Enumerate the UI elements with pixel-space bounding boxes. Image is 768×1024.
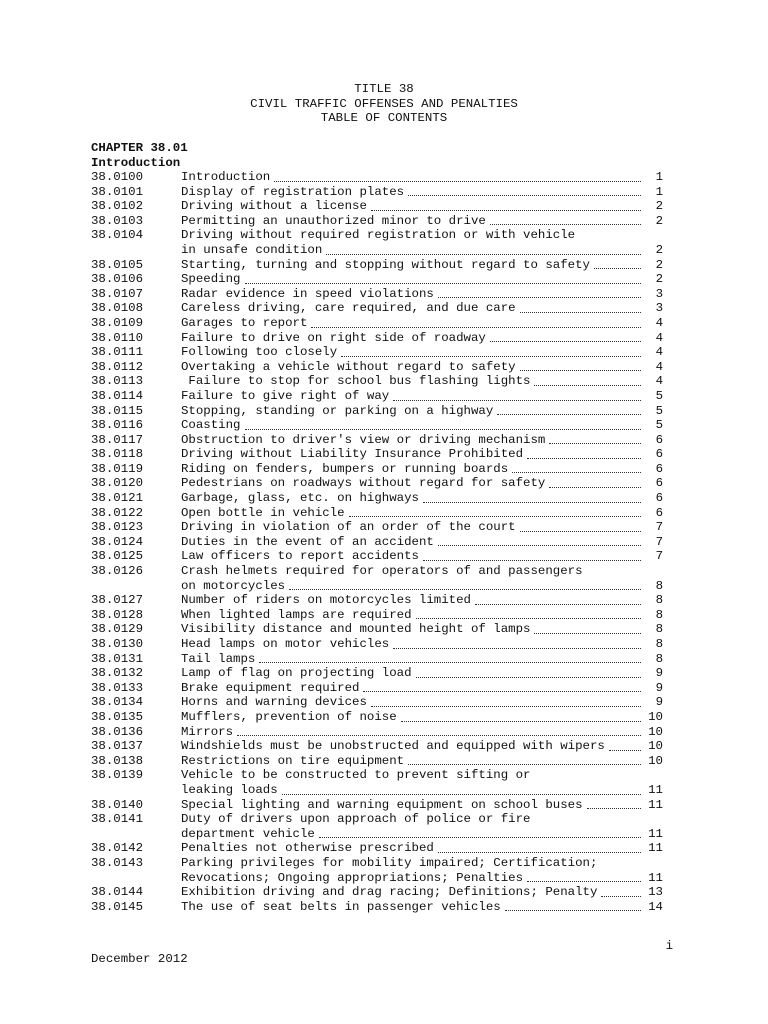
document-subtitle: CIVIL TRAFFIC OFFENSES AND PENALTIES — [250, 96, 518, 111]
toc-entry-line — [91, 301, 663, 316]
toc-entry-line — [91, 681, 663, 696]
toc-entry — [91, 520, 663, 535]
section-number: 38.0117 — [91, 432, 144, 447]
toc-entry-line — [91, 666, 663, 681]
toc-entry-line — [91, 754, 663, 769]
toc-entry-line — [91, 798, 663, 813]
section-title: Parking privileges for mobility impaired; Certification; — [181, 855, 598, 870]
section-title: Mirrors — [181, 724, 234, 739]
section-page-number: 8 — [655, 607, 663, 622]
dot-leader — [601, 896, 641, 897]
toc-entry — [91, 900, 663, 915]
dot-leader — [549, 487, 641, 488]
section-title: Garbage, glass, etc. on highways — [181, 491, 419, 506]
toc-entry-line — [91, 856, 663, 871]
toc-entry-line — [91, 506, 663, 521]
dot-leader — [609, 750, 641, 751]
toc-entry — [91, 331, 663, 346]
dot-leader — [527, 881, 641, 882]
section-title: Failure to drive on right side of roadway — [181, 330, 486, 345]
toc-entry-line — [91, 564, 663, 579]
section-page-number: 10 — [648, 724, 663, 739]
toc-entry — [91, 404, 663, 419]
section-title: Pedestrians on roadways without regard for safety — [181, 476, 546, 491]
toc-entry — [91, 608, 663, 623]
toc-entry-line — [91, 885, 663, 900]
toc-entry — [91, 710, 663, 725]
toc-entry — [91, 841, 663, 856]
toc-entry — [91, 272, 663, 287]
section-number: 38.0145 — [91, 899, 144, 914]
toc-entry-line — [91, 433, 663, 448]
toc-entry — [91, 316, 663, 331]
toc-entry-line — [91, 199, 663, 214]
dot-leader — [393, 648, 641, 649]
dot-leader — [274, 181, 641, 182]
section-page-number: 1 — [655, 184, 663, 199]
section-page-number: 4 — [655, 345, 663, 360]
section-number: 38.0115 — [91, 403, 144, 418]
dot-leader — [497, 414, 641, 415]
toc-entry — [91, 564, 663, 593]
toc-entry — [91, 695, 663, 710]
toc-entry-line — [91, 447, 663, 462]
section-title: Special lighting and warning equipment on school buses — [181, 797, 583, 812]
section-title: Introduction — [181, 170, 271, 184]
section-title: Duty of drivers upon approach of police or fire — [181, 812, 531, 827]
toc-entry — [91, 301, 663, 316]
section-title: The use of seat belts in passenger vehicles — [181, 899, 501, 914]
section-page-number: 9 — [655, 680, 663, 695]
section-number: 38.0125 — [91, 549, 144, 564]
toc-entry-line — [91, 841, 663, 856]
section-title: Stopping, standing or parking on a highway — [181, 403, 494, 418]
section-number: 38.0116 — [91, 418, 144, 433]
dot-leader — [401, 721, 641, 722]
toc-entry — [91, 593, 663, 608]
section-page-number: 5 — [655, 403, 663, 418]
toc-entry-line — [91, 783, 663, 798]
chapter-name: Introduction — [91, 155, 181, 170]
section-title: Mufflers, prevention of noise — [181, 709, 397, 724]
toc-entry — [91, 389, 663, 404]
dot-leader — [490, 224, 641, 225]
dot-leader — [259, 662, 641, 663]
dot-leader — [475, 604, 641, 605]
section-page-number: 3 — [655, 301, 663, 316]
section-number: 38.0127 — [91, 593, 144, 608]
toc-entry — [91, 739, 663, 754]
section-title: Coasting — [181, 418, 241, 433]
toc-entry-line — [91, 374, 663, 389]
toc-entry — [91, 476, 663, 491]
section-number: 38.0122 — [91, 505, 144, 520]
section-title: Duties in the event of an accident — [181, 534, 434, 549]
section-title: Exhibition driving and drag racing; Definitions; Penalty — [181, 885, 598, 900]
toc-entry-line — [91, 535, 663, 550]
section-page-number: 6 — [655, 447, 663, 462]
toc-entry — [91, 199, 663, 214]
toc-entry-line — [91, 579, 663, 594]
dot-leader — [245, 283, 642, 284]
section-title: Overtaking a vehicle without regard to safety — [181, 359, 516, 374]
section-title: When lighted lamps are required — [181, 607, 412, 622]
toc-entry-line — [91, 214, 663, 229]
toc-entry-line — [91, 272, 663, 287]
section-title: Obstruction to driver's view or driving mechanism — [181, 432, 546, 447]
section-page-number: 9 — [655, 666, 663, 681]
toc-entry-line — [91, 462, 663, 477]
section-page-number: 13 — [648, 885, 663, 900]
title-block — [0, 82, 768, 126]
section-title: Speeding — [181, 272, 241, 287]
toc-entry-line — [91, 622, 663, 637]
section-title: in unsafe condition — [181, 242, 323, 257]
section-number: 38.0129 — [91, 622, 144, 637]
toc-entry-line — [91, 345, 663, 360]
chapter-number: CHAPTER 38.01 — [91, 141, 188, 155]
section-number: 38.0143 — [91, 855, 144, 870]
toc-entry — [91, 185, 663, 200]
section-title: Revocations; Ongoing appropriations; Penalties — [181, 870, 524, 885]
toc-entry-line — [91, 360, 663, 375]
section-page-number: 6 — [655, 432, 663, 447]
section-number: 38.0107 — [91, 286, 144, 301]
section-number: 38.0104 — [91, 228, 144, 243]
toc-entry — [91, 360, 663, 375]
section-page-number: 10 — [648, 753, 663, 768]
dot-leader — [423, 502, 641, 503]
toc-entry — [91, 681, 663, 696]
toc-entry — [91, 287, 663, 302]
toc-entry — [91, 798, 663, 813]
section-title: Following too closely — [181, 345, 338, 360]
dot-leader — [416, 677, 641, 678]
section-title: Starting, turning and stopping without regard to safety — [181, 257, 590, 272]
section-title: Garages to report — [181, 315, 308, 330]
section-number: 38.0110 — [91, 330, 144, 345]
toc-entry-line — [91, 725, 663, 740]
toc-entry-line — [91, 871, 663, 886]
section-page-number: 2 — [655, 257, 663, 272]
section-number: 38.0133 — [91, 680, 144, 695]
toc-entry — [91, 345, 663, 360]
section-number: 38.0121 — [91, 491, 144, 506]
section-title: Restrictions on tire equipment — [181, 753, 405, 768]
toc-list — [91, 170, 663, 914]
section-title: Radar evidence in speed violations — [181, 286, 434, 301]
section-title: Horns and warning devices — [181, 695, 367, 710]
toc-entry-line — [91, 608, 663, 623]
toc-entry — [91, 637, 663, 652]
section-number: 38.0111 — [91, 345, 144, 360]
toc-entry-line — [91, 404, 663, 419]
section-title: Law officers to report accidents — [181, 549, 419, 564]
section-page-number: 2 — [655, 272, 663, 287]
toc-entry-line — [91, 652, 663, 667]
dot-leader — [363, 691, 641, 692]
section-number: 38.0142 — [91, 841, 144, 856]
toc-entry-line — [91, 593, 663, 608]
section-title: Lamp of flag on projecting load — [181, 666, 412, 681]
toc-entry — [91, 228, 663, 257]
section-page-number: 11 — [648, 826, 663, 841]
toc-entry-line — [91, 812, 663, 827]
dot-leader — [282, 794, 641, 795]
section-title: Open bottle in vehicle — [181, 505, 345, 520]
toc-entry-line — [91, 520, 663, 535]
section-page-number: 1 — [655, 170, 663, 184]
section-number: 38.0112 — [91, 359, 144, 374]
toc-entry — [91, 622, 663, 637]
toc-entry — [91, 812, 663, 841]
section-page-number: 8 — [655, 622, 663, 637]
section-number: 38.0134 — [91, 695, 144, 710]
toc-entry — [91, 768, 663, 797]
dot-leader — [289, 589, 641, 590]
section-number: 38.0140 — [91, 797, 144, 812]
dot-leader — [438, 852, 641, 853]
toc-heading: TABLE OF CONTENTS — [320, 111, 448, 126]
toc-entry-line — [91, 739, 663, 754]
section-title: Penalties not otherwise prescribed — [181, 841, 434, 856]
section-page-number: 11 — [648, 797, 663, 812]
section-page-number: 11 — [648, 870, 663, 885]
section-number: 38.0139 — [91, 768, 144, 783]
dot-leader — [326, 254, 641, 255]
section-page-number: 3 — [655, 286, 663, 301]
toc-entry — [91, 374, 663, 389]
section-number: 38.0123 — [91, 520, 144, 535]
section-number: 38.0119 — [91, 461, 144, 476]
toc-entry-line — [91, 331, 663, 346]
section-number: 38.0137 — [91, 739, 144, 754]
toc-entry — [91, 506, 663, 521]
section-number: 38.0136 — [91, 724, 144, 739]
dot-leader — [534, 633, 641, 634]
section-page-number: 5 — [655, 418, 663, 433]
section-page-number: 10 — [648, 739, 663, 754]
toc-entry — [91, 725, 663, 740]
section-title: Failure to give right of way — [181, 388, 390, 403]
section-page-number: 4 — [655, 315, 663, 330]
toc-entry-line — [91, 768, 663, 783]
section-page-number: 6 — [655, 476, 663, 491]
dot-leader — [371, 706, 641, 707]
section-number: 38.0103 — [91, 213, 144, 228]
page-number: i — [665, 939, 673, 953]
dot-leader — [520, 370, 641, 371]
section-number: 38.0144 — [91, 885, 144, 900]
section-page-number: 6 — [655, 491, 663, 506]
toc-entry — [91, 214, 663, 229]
toc-entry-line — [91, 316, 663, 331]
dot-leader — [534, 385, 641, 386]
section-page-number: 8 — [655, 593, 663, 608]
toc-entry — [91, 447, 663, 462]
section-number: 38.0132 — [91, 666, 144, 681]
toc-entry — [91, 666, 663, 681]
section-title: Display of registration plates — [181, 184, 405, 199]
section-number: 38.0106 — [91, 272, 144, 287]
section-page-number: 7 — [655, 549, 663, 564]
section-page-number: 8 — [655, 651, 663, 666]
section-title: Brake equipment required — [181, 680, 360, 695]
chapter-heading — [91, 141, 188, 170]
dot-leader — [319, 837, 641, 838]
section-title: Careless driving, care required, and due care — [181, 301, 516, 316]
toc-entry-line — [91, 710, 663, 725]
section-page-number: 4 — [655, 374, 663, 389]
dot-leader — [549, 443, 641, 444]
dot-leader — [520, 531, 641, 532]
toc-entry — [91, 418, 663, 433]
section-title: Permitting an unauthorized minor to drive — [181, 213, 486, 228]
toc-entry-line — [91, 491, 663, 506]
section-page-number: 11 — [648, 782, 663, 797]
dot-leader — [505, 910, 641, 911]
toc-entry — [91, 535, 663, 550]
section-page-number: 8 — [655, 578, 663, 593]
dot-leader — [371, 210, 641, 211]
section-number: 38.0118 — [91, 447, 144, 462]
section-title: department vehicle — [181, 826, 315, 841]
section-page-number: 7 — [655, 534, 663, 549]
section-number: 38.0131 — [91, 651, 144, 666]
toc-entry-line — [91, 170, 663, 185]
section-title: leaking loads — [181, 782, 278, 797]
section-title: Head lamps on motor vehicles — [181, 637, 390, 651]
toc-entry-line — [91, 549, 663, 564]
section-title: Tail lamps — [181, 651, 256, 666]
section-number: 38.0102 — [91, 199, 144, 214]
section-page-number: 7 — [655, 520, 663, 535]
dot-leader — [438, 297, 641, 298]
section-title: Vehicle to be constructed to prevent sifting or — [181, 768, 531, 783]
section-page-number: 6 — [655, 461, 663, 476]
section-number: 38.0135 — [91, 709, 144, 724]
dot-leader — [245, 429, 642, 430]
toc-entry — [91, 491, 663, 506]
toc-entry-line — [91, 418, 663, 433]
section-page-number: 11 — [648, 841, 663, 856]
section-page-number: 4 — [655, 330, 663, 345]
toc-entry — [91, 170, 663, 185]
toc-entry-line — [91, 476, 663, 491]
section-page-number: 6 — [655, 505, 663, 520]
section-page-number: 5 — [655, 388, 663, 403]
section-title: Riding on fenders, bumpers or running boards — [181, 461, 509, 476]
document-title: TITLE 38 — [354, 82, 414, 96]
section-page-number: 2 — [655, 213, 663, 228]
section-title: Driving without a license — [181, 199, 367, 214]
section-title: Driving without Liability Insurance Prohibited — [181, 447, 524, 462]
dot-leader — [393, 400, 641, 401]
section-number: 38.0100 — [91, 170, 144, 184]
section-title: Crash helmets required for operators of and passengers — [181, 564, 583, 579]
section-title: Driving without required registration or with vehicle — [181, 228, 576, 243]
dot-leader — [512, 472, 641, 473]
section-number: 38.0109 — [91, 315, 144, 330]
section-number: 38.0114 — [91, 388, 144, 403]
dot-leader — [423, 560, 641, 561]
toc-entry — [91, 258, 663, 273]
toc-entry — [91, 433, 663, 448]
dot-leader — [490, 341, 641, 342]
section-number: 38.0113 — [91, 374, 144, 389]
section-number: 38.0138 — [91, 753, 144, 768]
toc-entry-line — [91, 827, 663, 842]
section-page-number: 2 — [655, 242, 663, 257]
section-title: on motorcycles — [181, 578, 286, 593]
section-title: Number of riders on motorcycles limited — [181, 593, 471, 608]
dot-leader — [349, 516, 641, 517]
toc-entry — [91, 885, 663, 900]
dot-leader — [311, 327, 641, 328]
section-page-number: 8 — [655, 637, 663, 651]
toc-entry-line — [91, 228, 663, 243]
toc-entry-line — [91, 243, 663, 258]
toc-entry-line — [91, 287, 663, 302]
dot-leader — [587, 808, 641, 809]
section-page-number: 2 — [655, 199, 663, 214]
footer-date: December 2012 — [91, 952, 188, 966]
section-page-number: 14 — [648, 899, 663, 914]
section-title: Failure to stop for school bus flashing lights — [181, 374, 531, 389]
toc-entry-line — [91, 900, 663, 915]
section-page-number: 10 — [648, 709, 663, 724]
dot-leader — [408, 764, 641, 765]
section-number: 38.0141 — [91, 812, 144, 827]
section-number: 38.0128 — [91, 607, 144, 622]
toc-entry-line — [91, 637, 663, 652]
toc-entry — [91, 754, 663, 769]
toc-entry-line — [91, 185, 663, 200]
toc-entry-line — [91, 258, 663, 273]
toc-entry-line — [91, 695, 663, 710]
section-page-number: 9 — [655, 695, 663, 710]
section-number: 38.0108 — [91, 301, 144, 316]
dot-leader — [408, 195, 641, 196]
section-page-number: 4 — [655, 359, 663, 374]
section-number: 38.0105 — [91, 257, 144, 272]
section-number: 38.0120 — [91, 476, 144, 491]
dot-leader — [416, 618, 641, 619]
dot-leader — [527, 458, 641, 459]
section-number: 38.0126 — [91, 564, 144, 579]
toc-entry — [91, 462, 663, 477]
dot-leader — [438, 545, 641, 546]
dot-leader — [341, 356, 641, 357]
section-number: 38.0130 — [91, 637, 144, 651]
toc-entry-line — [91, 389, 663, 404]
dot-leader — [520, 312, 641, 313]
toc-entry — [91, 549, 663, 564]
section-title: Driving in violation of an order of the court — [181, 520, 516, 535]
section-number: 38.0101 — [91, 184, 144, 199]
toc-entry — [91, 856, 663, 885]
section-title: Visibility distance and mounted height of lamps — [181, 622, 531, 637]
section-title: Windshields must be unobstructed and equipped with wipers — [181, 739, 605, 754]
dot-leader — [237, 735, 641, 736]
section-number: 38.0124 — [91, 534, 144, 549]
dot-leader — [594, 268, 641, 269]
toc-entry — [91, 652, 663, 667]
